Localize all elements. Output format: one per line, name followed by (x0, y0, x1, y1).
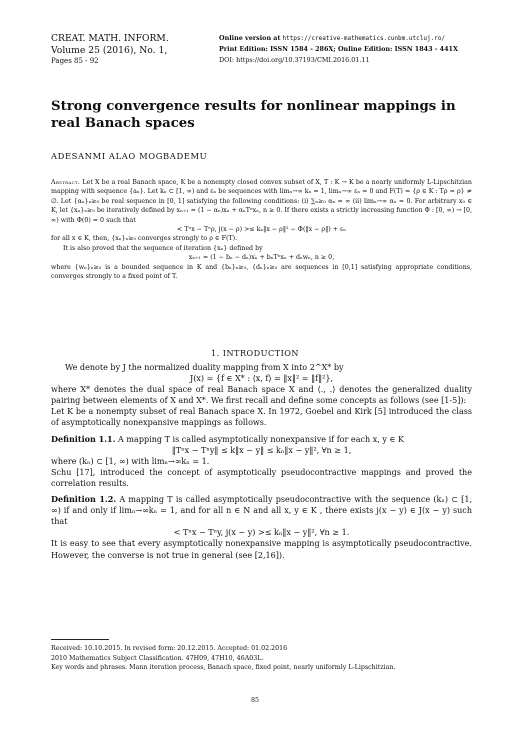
definition-2-label: Definition 1.2. (51, 494, 117, 505)
online-label: Online version at (219, 34, 281, 42)
definition-1-label: Definition 1.1. (51, 433, 116, 444)
abstract-label: Abstract. (51, 179, 81, 186)
abstract-para-4: where {wₙ}ₙ≥₀ is a bounded sequence in K and {bₙ}ₙ≥₀, {dₙ}ₙ≥₀ are sequences in [0,1] satisfying appropriate conditions, converges strongly to a fixed point of T. (51, 263, 472, 281)
msc-classification: 2010 Mathematics Subject Classification. 47H09, 47H10, 46A03L. (51, 654, 264, 662)
page-number: 85 (250, 697, 259, 704)
author-name: ADESANMI ALAO MOGBADEMU (51, 151, 208, 161)
body-text (51, 362, 472, 561)
received-dates: Received: 10.10.2015. In revised form: 20.12.2015. Accepted: 01.02.2016 (51, 645, 288, 652)
body-para-5: Schu [17], introduced the concept of asymptotically pseudocontractive mappings and proved the correlation results. (51, 467, 472, 488)
body-para-4: where (kₙ) ⊂ [1, ∞) with limₙ→∞kₙ = 1. (51, 456, 210, 466)
section-heading: 1. INTRODUCTION (210, 348, 300, 358)
abstract-para-3: It is also proved that the sequence of iteration {xₙ} defined by (63, 244, 263, 252)
abstract-para-2: for all x ∈ K, then, {xₙ}ₙ≥₀ converges strongly to ρ ∈ F(T). (51, 235, 238, 243)
body-para-2: where X* denotes the dual space of real Banach space X and ⟨., .⟩ denotes the generalized duality pairing between elements of X and X*. We first recall and define some concepts as follows (see [1-5]): (51, 385, 472, 406)
abstract (51, 178, 472, 281)
paper-title: Strong convergence results for nonlinear mappings in real Banach spaces (51, 99, 456, 131)
footnote-rule (51, 639, 109, 640)
definition-2: Definition 1.2. A mapping T is called asymptotically pseudocontractive with the sequence (kₙ) ⊂ [1, ∞) if and only if limₙ→∞kₙ = 1, and for all n ∈ N and all x, y ∈ K , there exists j(x − y) ∈ J(x − y) such that (51, 494, 473, 527)
body-equation-3: < Tⁿx − Tⁿy, j(x − y) >≤ kₙ‖x − y‖², ∀n ≥ 1. (173, 528, 350, 538)
body-equation-1: J(x) = {f ∈ X* : ⟨x, f⟩ = ‖x‖² = ‖f‖²}, (189, 374, 334, 384)
body-para-6: It is easy to see that every asymptotically nonexpansive mapping is asymptotically pseudocontractive. However, the converse is not true in general (see [2,16]). (51, 539, 472, 560)
journal-volume: Volume 25 (2016), No. 1, (51, 44, 168, 56)
definition-1: Definition 1.1. A mapping T is called asymptotically nonexpansive if for each x, y ∈ K (51, 433, 405, 444)
publication-meta (219, 33, 499, 66)
journal-pages: Pages 85 - 92 (51, 57, 99, 65)
online-version (219, 33, 499, 44)
abstract-equation-1: < Tⁿx − Tⁿρ, j(x − ρ) >≤ kₙ‖x − ρ‖² − Φ(‖x − ρ‖) + εₙ (177, 226, 346, 234)
doi-link[interactable]: DOI: https://doi.org/10.37193/CMI.2016.01.11 (219, 56, 370, 64)
keywords: Key words and phrases. Mann iteration process, Banach space, fixed point, nearly uniformly L-Lipschitzian. (51, 664, 396, 672)
body-equation-2: ‖Tⁿx − Tⁿy‖ ≤ k‖x − y‖ ≤ kₙ‖x − y‖², ∀n ≥ 1, (171, 445, 352, 455)
footnotes (51, 644, 472, 673)
body-para-3: Let K be a nonempty subset of real Banach space X. In 1972, Goebel and Kirk [5] introduced the class of asymptotically nonexpansive mappings as follows. (51, 407, 472, 428)
online-url[interactable]: https://creative-mathematics.cunbm.utcluj.ro/ (282, 35, 446, 42)
abstract-para-1: Abstract. Let X be a real Banach space, K be a nonempty closed convex subset of X, T : K → K be a nearly uniformly L-Lipschitzian mapping with sequence {aₙ}. Let kₙ ⊂ [1, ∞) and εₙ be sequences with limₙ→∞ kₙ = 1, limₙ→∞ εₙ = 0 and F(T) = {ρ ∈ K : Tρ = ρ} ≠ ∅. Let {αₙ}ₙ≥₀ be real sequence in [0, 1] satisfying the following conditions: (i) ∑ₙ≥₀ αₙ = ∞ (ii) limₙ→∞ αₙ = 0. For arbitrary x₀ ∈ K, let {xₙ}ₙ≥₀ be iteratively defined by xₙ₊₁ = (1 − αₙ)xₙ + αₙTⁿxₙ, n ≥ 0. If there exists a strictly increasing function Φ : [0, ∞) → [0, ∞) with Φ(0) = 0 such that (51, 179, 472, 224)
abstract-equation-2: xₙ₊₁ = (1 − bₙ − dₙ)xₙ + bₙTⁿxₙ + dₙwₙ, n ≥ 0, (188, 254, 335, 262)
body-para-1: We denote by J the normalized duality mapping from X into 2^X* by (65, 363, 344, 372)
journal-name: CREAT. MATH. INFORM. (51, 33, 169, 44)
journal-header (51, 33, 211, 68)
print-edition: Print Edition: ISSN 1584 - 286X; Online Edition: ISSN 1843 - 441X (219, 45, 458, 53)
